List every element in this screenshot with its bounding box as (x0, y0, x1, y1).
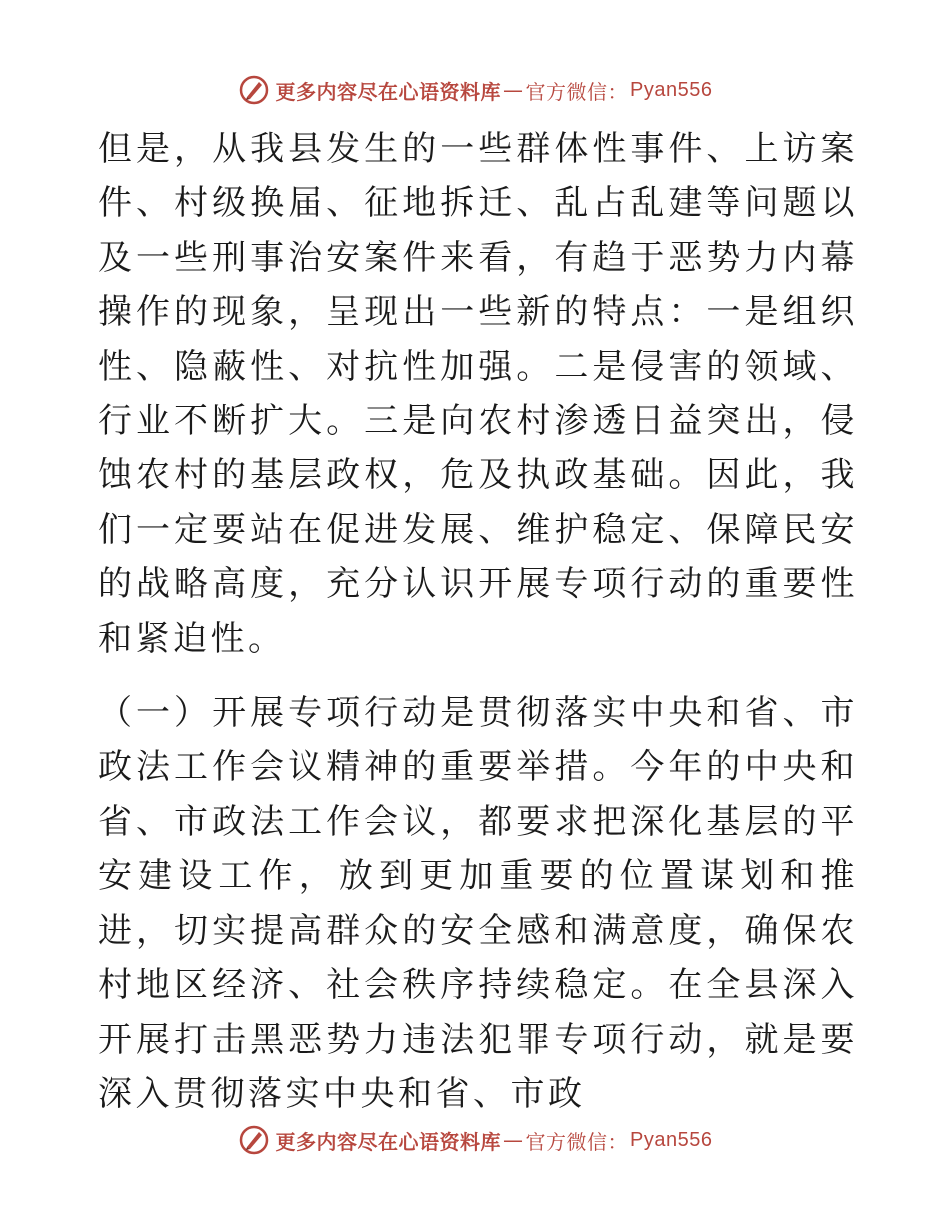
footer-watermark (0, 1120, 950, 1160)
watermark-main-text: 更多内容尽在心语资料库 (275, 79, 502, 104)
pen-circle-logo-icon (238, 1124, 270, 1156)
pen-circle-logo-icon (238, 74, 270, 106)
watermark-wechat-id: Pyan556 (630, 78, 713, 101)
header-watermark (0, 70, 950, 110)
document-body (98, 122, 858, 1121)
watermark-separator: — (503, 78, 524, 102)
watermark-label: 官方微信： (525, 79, 629, 104)
watermark-label: 官方微信： (525, 1129, 629, 1154)
watermark-separator: — (503, 1128, 524, 1152)
watermark-main-text: 更多内容尽在心语资料库 (275, 1129, 502, 1154)
watermark-wechat-id: Pyan556 (630, 1128, 713, 1151)
paragraph-1: 但是，从我县发生的一些群体性事件、上访案件、村级换届、征地拆迁、乱占乱建等问题以及一些刑事治安案件来看，有趋于恶势力内幕操作的现象，呈现出一些新的特点：一是组织性、隐蔽性、对抗性加强。二是侵害的领域、行业不断扩大。三是向农村渗透日益突出，侵蚀农村的基层政权，危及执政基础。因此，我们一定要站在促进发展、维护稳定、保障民安的战略高度，充分认识开展专项行动的重要性和紧迫性。 (98, 129, 858, 659)
paragraph-2: （一）开展专项行动是贯彻落实中央和省、市政法工作会议精神的重要举措。今年的中央和省、市政法工作会议，都要求把深化基层的平安建设工作，放到更加重要的位置谋划和推进，切实提高群众的安全感和满意度，确保农村地区经济、社会秩序持续稳定。在全县深入开展打击黑恶势力违法犯罪专项行动，就是要深入贯彻落实中央和省、市政 (98, 693, 858, 1114)
